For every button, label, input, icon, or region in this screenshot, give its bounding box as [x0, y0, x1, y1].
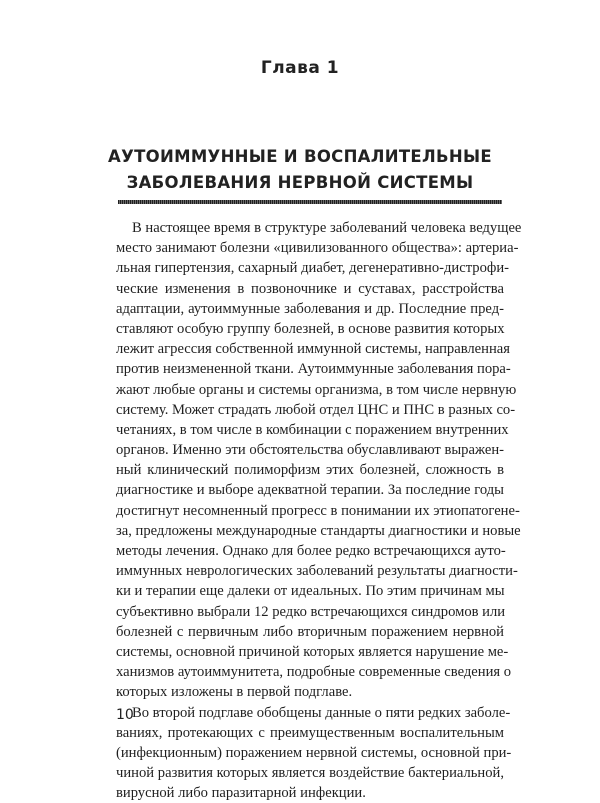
text-line: за, предложены международные стандарты диагностики и новые	[116, 521, 504, 541]
text-line: адаптации, аутоиммунные заболевания и др. Последние пред-	[116, 299, 504, 319]
text-line: ставляют особую группу болезней, в основе развития которых	[116, 319, 504, 339]
text-line: чиной развития которых является воздействие бактериальной,	[116, 763, 504, 783]
chapter-title	[0, 144, 600, 196]
text-line: достигнут несомненный прогресс в понимании их этиопатогене-	[116, 501, 504, 521]
text-line: ки и терапии еще далеки от идеальных. По этим причинам мы	[116, 581, 504, 601]
paragraph	[116, 218, 504, 703]
text-line: иммунных неврологических заболеваний результаты диагности-	[116, 561, 504, 581]
chapter-title-line: ЗАБОЛЕВАНИЯ НЕРВНОЙ СИСТЕМЫ	[0, 170, 600, 196]
text-line: В настоящее время в структуре заболеваний человека ведущее	[116, 218, 504, 238]
title-underline-rule	[118, 200, 502, 204]
text-line: болезней с первичным либо вторичным поражением нервной	[116, 622, 504, 642]
text-line: методы лечения. Однако для более редко встречающихся ауто-	[116, 541, 504, 561]
page-number: 10	[116, 707, 134, 723]
text-line: систему. Может страдать любой отдел ЦНС и ПНС в разных со-	[116, 400, 504, 420]
chapter-heading: Глава 1	[0, 58, 600, 78]
text-line: которых изложены в первой подглаве.	[116, 682, 504, 702]
text-line: льная гипертензия, сахарный диабет, дегенеративно-дистрофи-	[116, 258, 504, 278]
paragraph	[116, 703, 504, 803]
text-line: диагностике и выборе адекватной терапии. За последние годы	[116, 480, 504, 500]
text-line: жают любые органы и системы организма, в том числе нервную	[116, 380, 504, 400]
text-line: ческие изменения в позвоночнике и суставах, расстройства	[116, 279, 504, 299]
text-line: вирусной либо паразитарной инфекции.	[116, 783, 504, 803]
text-line: субъективно выбрали 12 редко встречающихся синдромов или	[116, 602, 504, 622]
text-line: против неизмененной ткани. Аутоиммунные заболевания пора-	[116, 359, 504, 379]
body-text	[116, 218, 504, 803]
text-line: место занимают болезни «цивилизованного общества»: артериа-	[116, 238, 504, 258]
text-line: органов. Именно эти обстоятельства обуславливают выражен-	[116, 440, 504, 460]
text-line: ваниях, протекающих с преимущественным воспалительным	[116, 723, 504, 743]
text-line: ный клинический полиморфизм этих болезней, сложность в	[116, 460, 504, 480]
chapter-title-line: АУТОИММУННЫЕ И ВОСПАЛИТЕЛЬНЫЕ	[0, 144, 600, 170]
text-line: системы, основной причиной которых является нарушение ме-	[116, 642, 504, 662]
text-line: Во второй подглаве обобщены данные о пяти редких заболе-	[116, 703, 504, 723]
text-line: лежит агрессия собственной иммунной системы, направленная	[116, 339, 504, 359]
text-line: четаниях, в том числе в комбинации с поражением внутренних	[116, 420, 504, 440]
text-line: (инфекционным) поражением нервной системы, основной при-	[116, 743, 504, 763]
text-line: ханизмов аутоиммунитета, подробные современные сведения о	[116, 662, 504, 682]
